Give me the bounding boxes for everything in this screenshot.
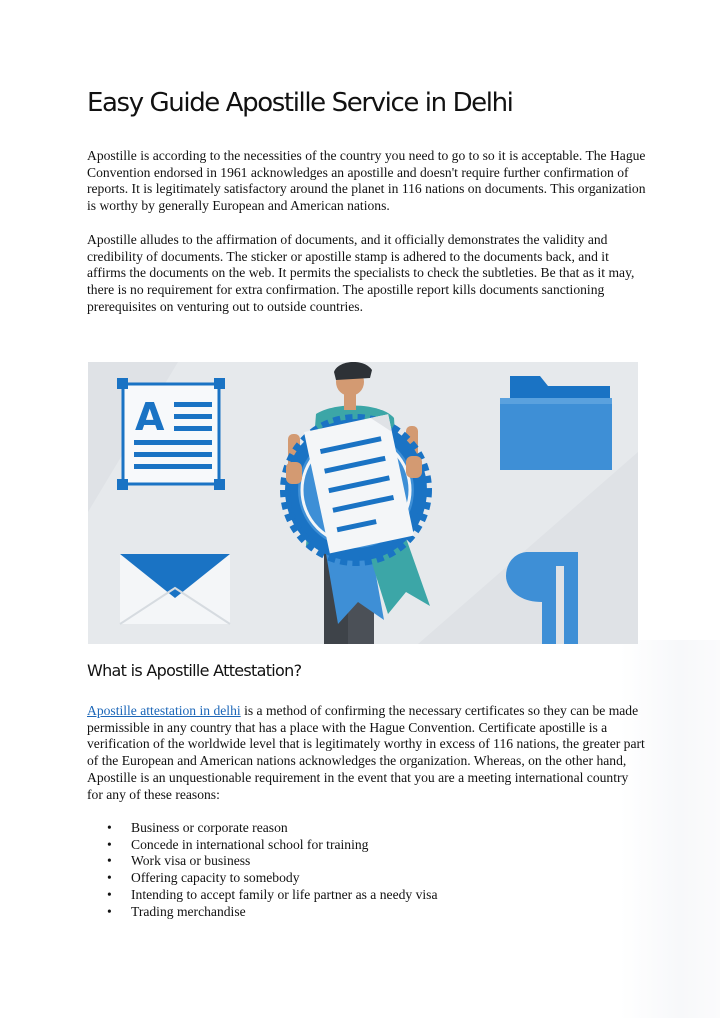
list-item: • Offering capacity to somebody xyxy=(107,870,300,886)
list-item: • Concede in international school for training xyxy=(107,836,369,852)
bullet-icon: • xyxy=(107,870,112,886)
page-title: Easy Guide Apostille Service in Delhi xyxy=(87,88,513,118)
bullet-icon: • xyxy=(107,903,112,919)
bullet-icon: • xyxy=(107,853,112,869)
bullet-icon: • xyxy=(107,820,112,835)
list-item: • Business or corporate reason xyxy=(107,820,288,835)
bullet-icon: • xyxy=(107,886,112,902)
apostille-illustration xyxy=(88,362,638,644)
apostille-attestation-link[interactable]: Apostille attestation in delhi xyxy=(87,703,241,718)
bullet-icon: • xyxy=(107,836,112,852)
attestation-paragraph-text: is a method of confirming the necessary certificates so they can be made permissible in any country that has a place with the Hague Convention. Certificate apostille is a verification of the worldwide level that is legitimately worthy in excess of 116 nations, the greater part of the European and American nations acknowledges the organization. Whereas, on the other hand, Apostille is an unquestionable requirement in the event that you are a meeting international country for any of these reasons: xyxy=(87,703,645,802)
letter-a-glyph: A xyxy=(135,395,165,439)
attestation-paragraph xyxy=(87,703,647,803)
envelope-icon xyxy=(120,554,230,624)
text-document-icon xyxy=(117,378,225,490)
affirmation-paragraph: Apostille alludes to the affirmation of documents, and it officially demonstrates the validity and credibility of documents. The sticker or apostille stamp is adhered to the documents back, and it affirms the documents on the web. It permits the specialists to check the subtleties. Be that as it may, there is no requirement for extra confirmation. The apostille report kills documents sanctioning prerequisites on venturing out to outside countries. xyxy=(87,232,635,314)
list-item: • Work visa or business xyxy=(107,853,251,869)
page-edge-shade xyxy=(620,640,720,1018)
reasons-list xyxy=(87,820,438,920)
list-item: • Trading merchandise xyxy=(107,903,246,919)
section-heading: What is Apostille Attestation? xyxy=(87,661,302,680)
folder-icon xyxy=(500,376,612,470)
intro-paragraph: Apostille is according to the necessities of the country you need to go to so it is acceptable. The Hague Convention endorsed in 1961 acknowledges an apostille and doesn't require further confirmation of reports. It is legitimately satisfactory around the planet in 116 nations on documents. This organization is worthy by generally European and American nations. xyxy=(87,148,646,214)
list-item: • Intending to accept family or life partner as a needy visa xyxy=(107,886,438,902)
